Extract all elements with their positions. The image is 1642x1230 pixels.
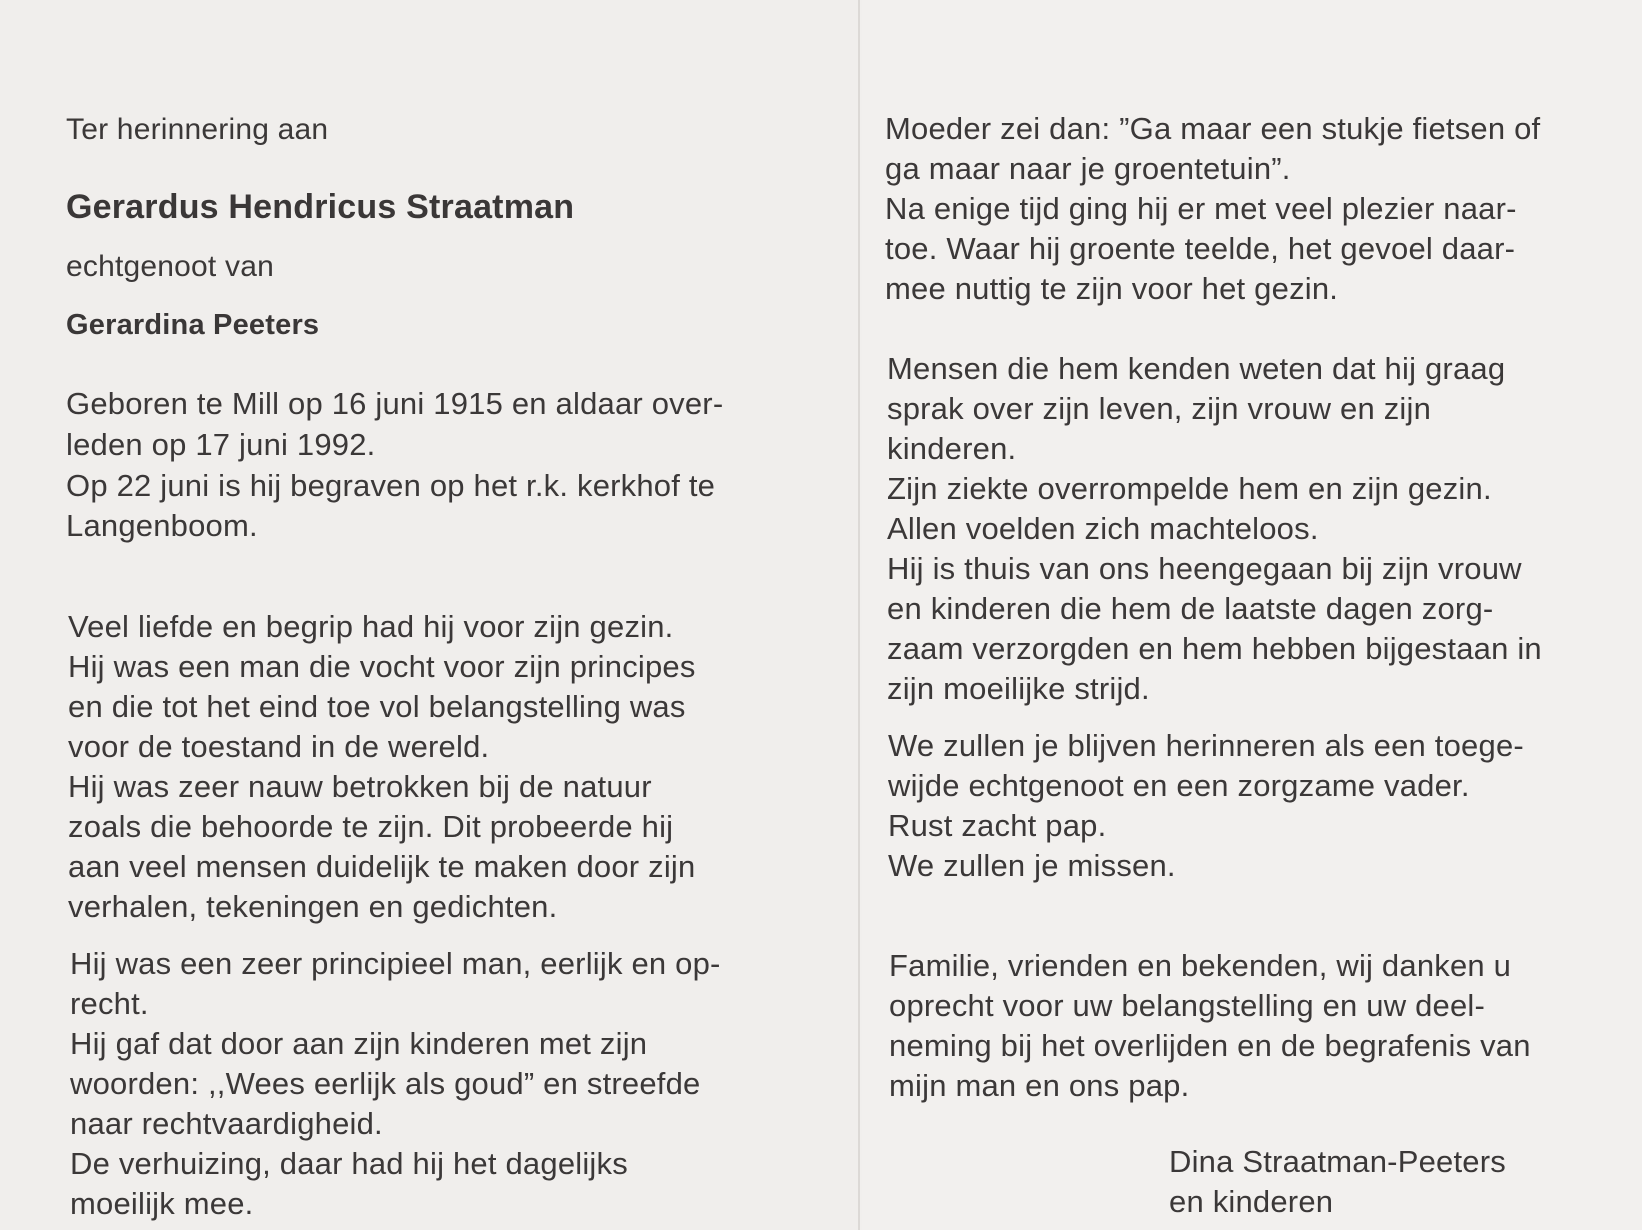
paragraph-line: en kinderen die hem de laatste dagen zorg-	[887, 591, 1494, 626]
paragraph-line: verhalen, tekeningen en gedichten.	[68, 889, 558, 924]
paragraph-line: kinderen.	[887, 431, 1017, 466]
paragraph-line: Op 22 juni is hij begraven op het r.k. kerkhof te	[66, 468, 716, 503]
paragraph-line: sprak over zijn leven, zijn vrouw en zijn	[887, 391, 1432, 426]
paragraph-line: Veel liefde en begrip had hij voor zijn gezin.	[68, 609, 674, 644]
paragraph-line: oprecht voor uw belangstelling en uw deel-	[889, 988, 1486, 1023]
paragraph-line: Na enige tijd ging hij er met veel plezier naar-	[885, 191, 1517, 226]
deceased-name: Gerardus Hendricus Straatman	[66, 188, 575, 226]
paragraph-line: woorden: ,,Wees eerlijk als goud” en streefde	[70, 1066, 701, 1101]
paragraph-line: Rust zacht pap.	[888, 808, 1107, 843]
signature-line: en kinderen	[1169, 1184, 1334, 1219]
paragraph-line: naar rechtvaardigheid.	[70, 1106, 383, 1141]
paragraph-line: Moeder zei dan: ”Ga maar een stukje fietsen of	[885, 111, 1541, 146]
paragraph-line: Zijn ziekte overrompelde hem en zijn gezin.	[887, 471, 1492, 506]
paragraph-line: Familie, vrienden en bekenden, wij danken u	[889, 948, 1512, 983]
paragraph-line: aan veel mensen duidelijk te maken door zijn	[68, 849, 696, 884]
paragraph-line: leden op 17 juni 1992.	[66, 427, 376, 462]
paragraph-line: Geboren te Mill op 16 juni 1915 en aldaar over-	[66, 386, 724, 421]
paragraph-line: De verhuizing, daar had hij het dagelijks	[70, 1146, 628, 1181]
paragraph-line: Langenboom.	[66, 508, 258, 543]
paragraph-line: zijn moeilijke strijd.	[887, 671, 1150, 706]
relation-text: echtgenoot van	[66, 250, 274, 283]
paragraph-line: recht.	[70, 986, 149, 1021]
right-card-panel	[862, 0, 1642, 1230]
paragraph-line: mee nuttig te zijn voor het gezin.	[885, 271, 1339, 306]
paragraph-line: Mensen die hem kenden weten dat hij graag	[887, 351, 1506, 386]
paragraph-line: toe. Waar hij groente teelde, het gevoel daar-	[885, 231, 1516, 266]
signature-line: Dina Straatman-Peeters	[1169, 1144, 1506, 1179]
paragraph-line: voor de toestand in de wereld.	[68, 729, 490, 764]
paragraph-line: neming bij het overlijden en de begrafenis van	[889, 1028, 1531, 1063]
intro-text: Ter herinnering aan	[66, 113, 329, 146]
paragraph-line: ga maar naar je groentetuin”.	[885, 151, 1291, 186]
paragraph-line: zoals die behoorde te zijn. Dit probeerde hij	[68, 809, 674, 844]
card-fold-line	[858, 0, 860, 1230]
paragraph-line: Hij was zeer nauw betrokken bij de natuur	[68, 769, 652, 804]
paragraph-line: We zullen je missen.	[888, 848, 1176, 883]
spouse-name: Gerardina Peeters	[66, 309, 320, 341]
paragraph-line: Hij is thuis van ons heengegaan bij zijn vrouw	[887, 551, 1522, 586]
paragraph-line: We zullen je blijven herinneren als een toege-	[888, 728, 1524, 763]
paragraph-line: Hij was een man die vocht voor zijn principes	[68, 649, 696, 684]
paragraph-line: Hij gaf dat door aan zijn kinderen met zijn	[70, 1026, 648, 1061]
paragraph-line: Hij was een zeer principieel man, eerlijk en op-	[70, 946, 721, 981]
paragraph-line: moeilijk mee.	[70, 1186, 254, 1221]
paragraph-line: Allen voelden zich machteloos.	[887, 511, 1319, 546]
paragraph-line: wijde echtgenoot en een zorgzame vader.	[888, 768, 1470, 803]
paragraph-line: mijn man en ons pap.	[889, 1068, 1190, 1103]
paragraph-line: zaam verzorgden en hem hebben bijgestaan in	[887, 631, 1542, 666]
paragraph-line: en die tot het eind toe vol belangstelling was	[68, 689, 686, 724]
